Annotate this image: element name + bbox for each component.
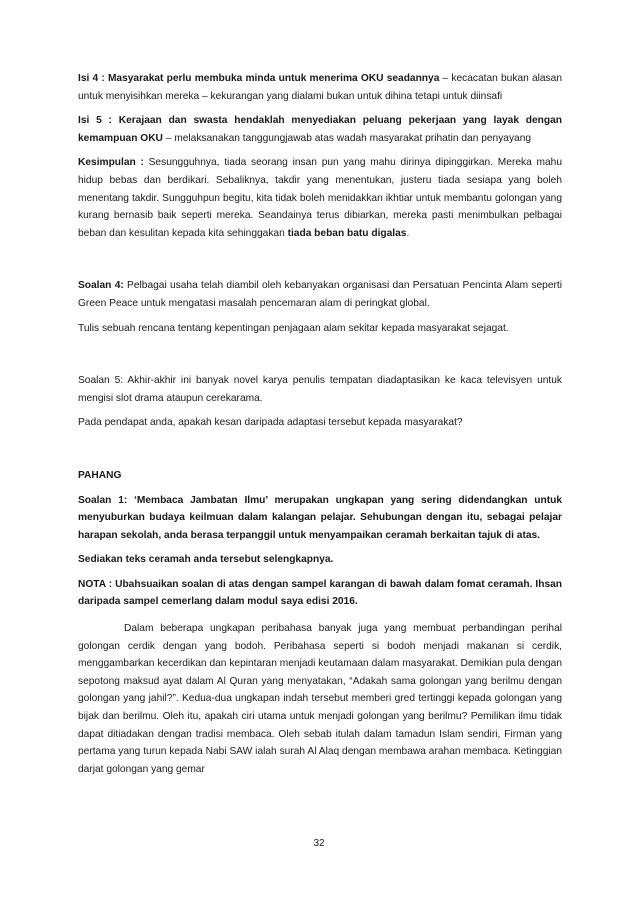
soalan-5-paragraph: Soalan 5: Akhir-akhir ini banyak novel karya penulis tempatan diadaptasikan ke kaca televisyen untuk mengisi slot drama ataupun cerekarama.	[78, 375, 562, 404]
isi-5-paragraph	[78, 112, 562, 147]
pahang-nota: NOTA : Ubahsuaikan soalan di atas dengan sampel karangan di bawah dalam fomat ceramah. Ihsan daripada sampel cemerlang dalam modul saya edisi 2016.	[78, 578, 562, 608]
pahang-heading: PAHANG	[78, 469, 122, 481]
isi-4-text: – kecacatan bukan alasan untuk menyisihkan mereka – kekurangan yang dialami bukan untuk dihina tetapi untuk diinsafi	[78, 73, 562, 102]
isi-4-heading: Isi 4 : Masyarakat perlu membuka minda untuk menerima OKU seadannya	[78, 73, 440, 84]
soalan-4-text: Pelbagai usaha telah diambil oleh kebanyakan organisasi dan Persatuan Pencinta Alam seperti Green Peace untuk mengatasi masalah pencemaran alam di peringkat global.	[78, 280, 563, 309]
kesimpulan-text: Sesungguhnya, tiada seorang insan pun yang mahu dirinya dipinggirkan. Mereka mahu hidup bebas dan berdikari. Sebaliknya, takdir yang menentukan, justeru tiada sesiapa yang boleh menentang takdir. Sungguhpun begitu, kita tidak boleh menidakkan ikhtiar untuk membantu golongan yang kurang bernasib baik seperti mereka. Seandainya terus dibiarkan, mereka pasti menimbulkan pelbagai beban dan kesulitan kepada kita sehinggakan	[78, 157, 562, 239]
kesimpulan-paragraph	[78, 154, 562, 242]
soalan-5-task: Pada pendapat anda, apakah kesan daripada adaptasi tersebut kepada masyarakat?	[78, 417, 463, 429]
isi-4-paragraph	[78, 70, 562, 105]
soalan-4-task: Tulis sebuah rencana tentang kepentingan penjagaan alam sekitar kepada masyarakat sejagat.	[78, 322, 509, 334]
kesimpulan-idiom: tiada beban batu digalas	[287, 227, 407, 239]
document-page	[78, 70, 562, 778]
page-number: 32	[313, 838, 325, 849]
soalan-4-heading: Soalan 4:	[78, 280, 124, 292]
isi-5-heading: Isi 5 : Kerajaan dan swasta hendaklah menyediakan peluang pekerjaan yang layak dengan kemampuan OKU	[78, 115, 562, 144]
soalan-4-paragraph	[78, 277, 562, 312]
pahang-soalan-1: Soalan 1: ‘Membaca Jambatan Ilmu’ merupakan ungkapan yang sering didendangkan untuk menyuburkan budaya keilmuan dalam kalangan pelajar. Sehubungan dengan itu, sebagai pelajar harapan sekolah, anda berasa terpanggil untuk menyampaikan ceramah berkaitan tajuk di atas.	[78, 494, 562, 541]
pahang-sediakan: Sediakan teks ceramah anda tersebut selengkapnya.	[78, 554, 334, 566]
isi-5-text: – melaksanakan tanggungjawab atas wadah masyarakat prihatin dan penyayang	[162, 132, 532, 144]
kesimpulan-end: .	[406, 227, 410, 239]
kesimpulan-heading: Kesimpulan :	[78, 157, 144, 169]
pahang-body-paragraph: Dalam beberapa ungkapan peribahasa banyak juga yang membuat perbandingan perihal golongan cerdik dengan yang bodoh. Peribahasa seperti si bodoh menjadi makanan si cerdik, menggambarkan kecerdikan dan kepintaran menjadi keutamaan dalam masyarakat. Demikian pula dengan sepotong maksud ayat dalam Al Quran yang menyatakan, “Adakah sama golongan yang berilmu dengan golongan yang jahil?”. Kedua-dua ungkapan indah tersebut memberi gred tertinggi kepada golongan yang bijak dan berilmu. Oleh itu, apakah ciri utama untuk menjadi golongan yang berilmu? Pemilikan ilmu tidak dapat ditiadakan dengan tradisi membaca. Oleh sebab itulah dalam tamadun Islam sendiri, Firman yang pertama yang turun kepada Nabi SAW ialah surah Al Alaq dengan membawa arahan membaca. Ketinggian darjat golongan yang gemar	[78, 623, 562, 775]
